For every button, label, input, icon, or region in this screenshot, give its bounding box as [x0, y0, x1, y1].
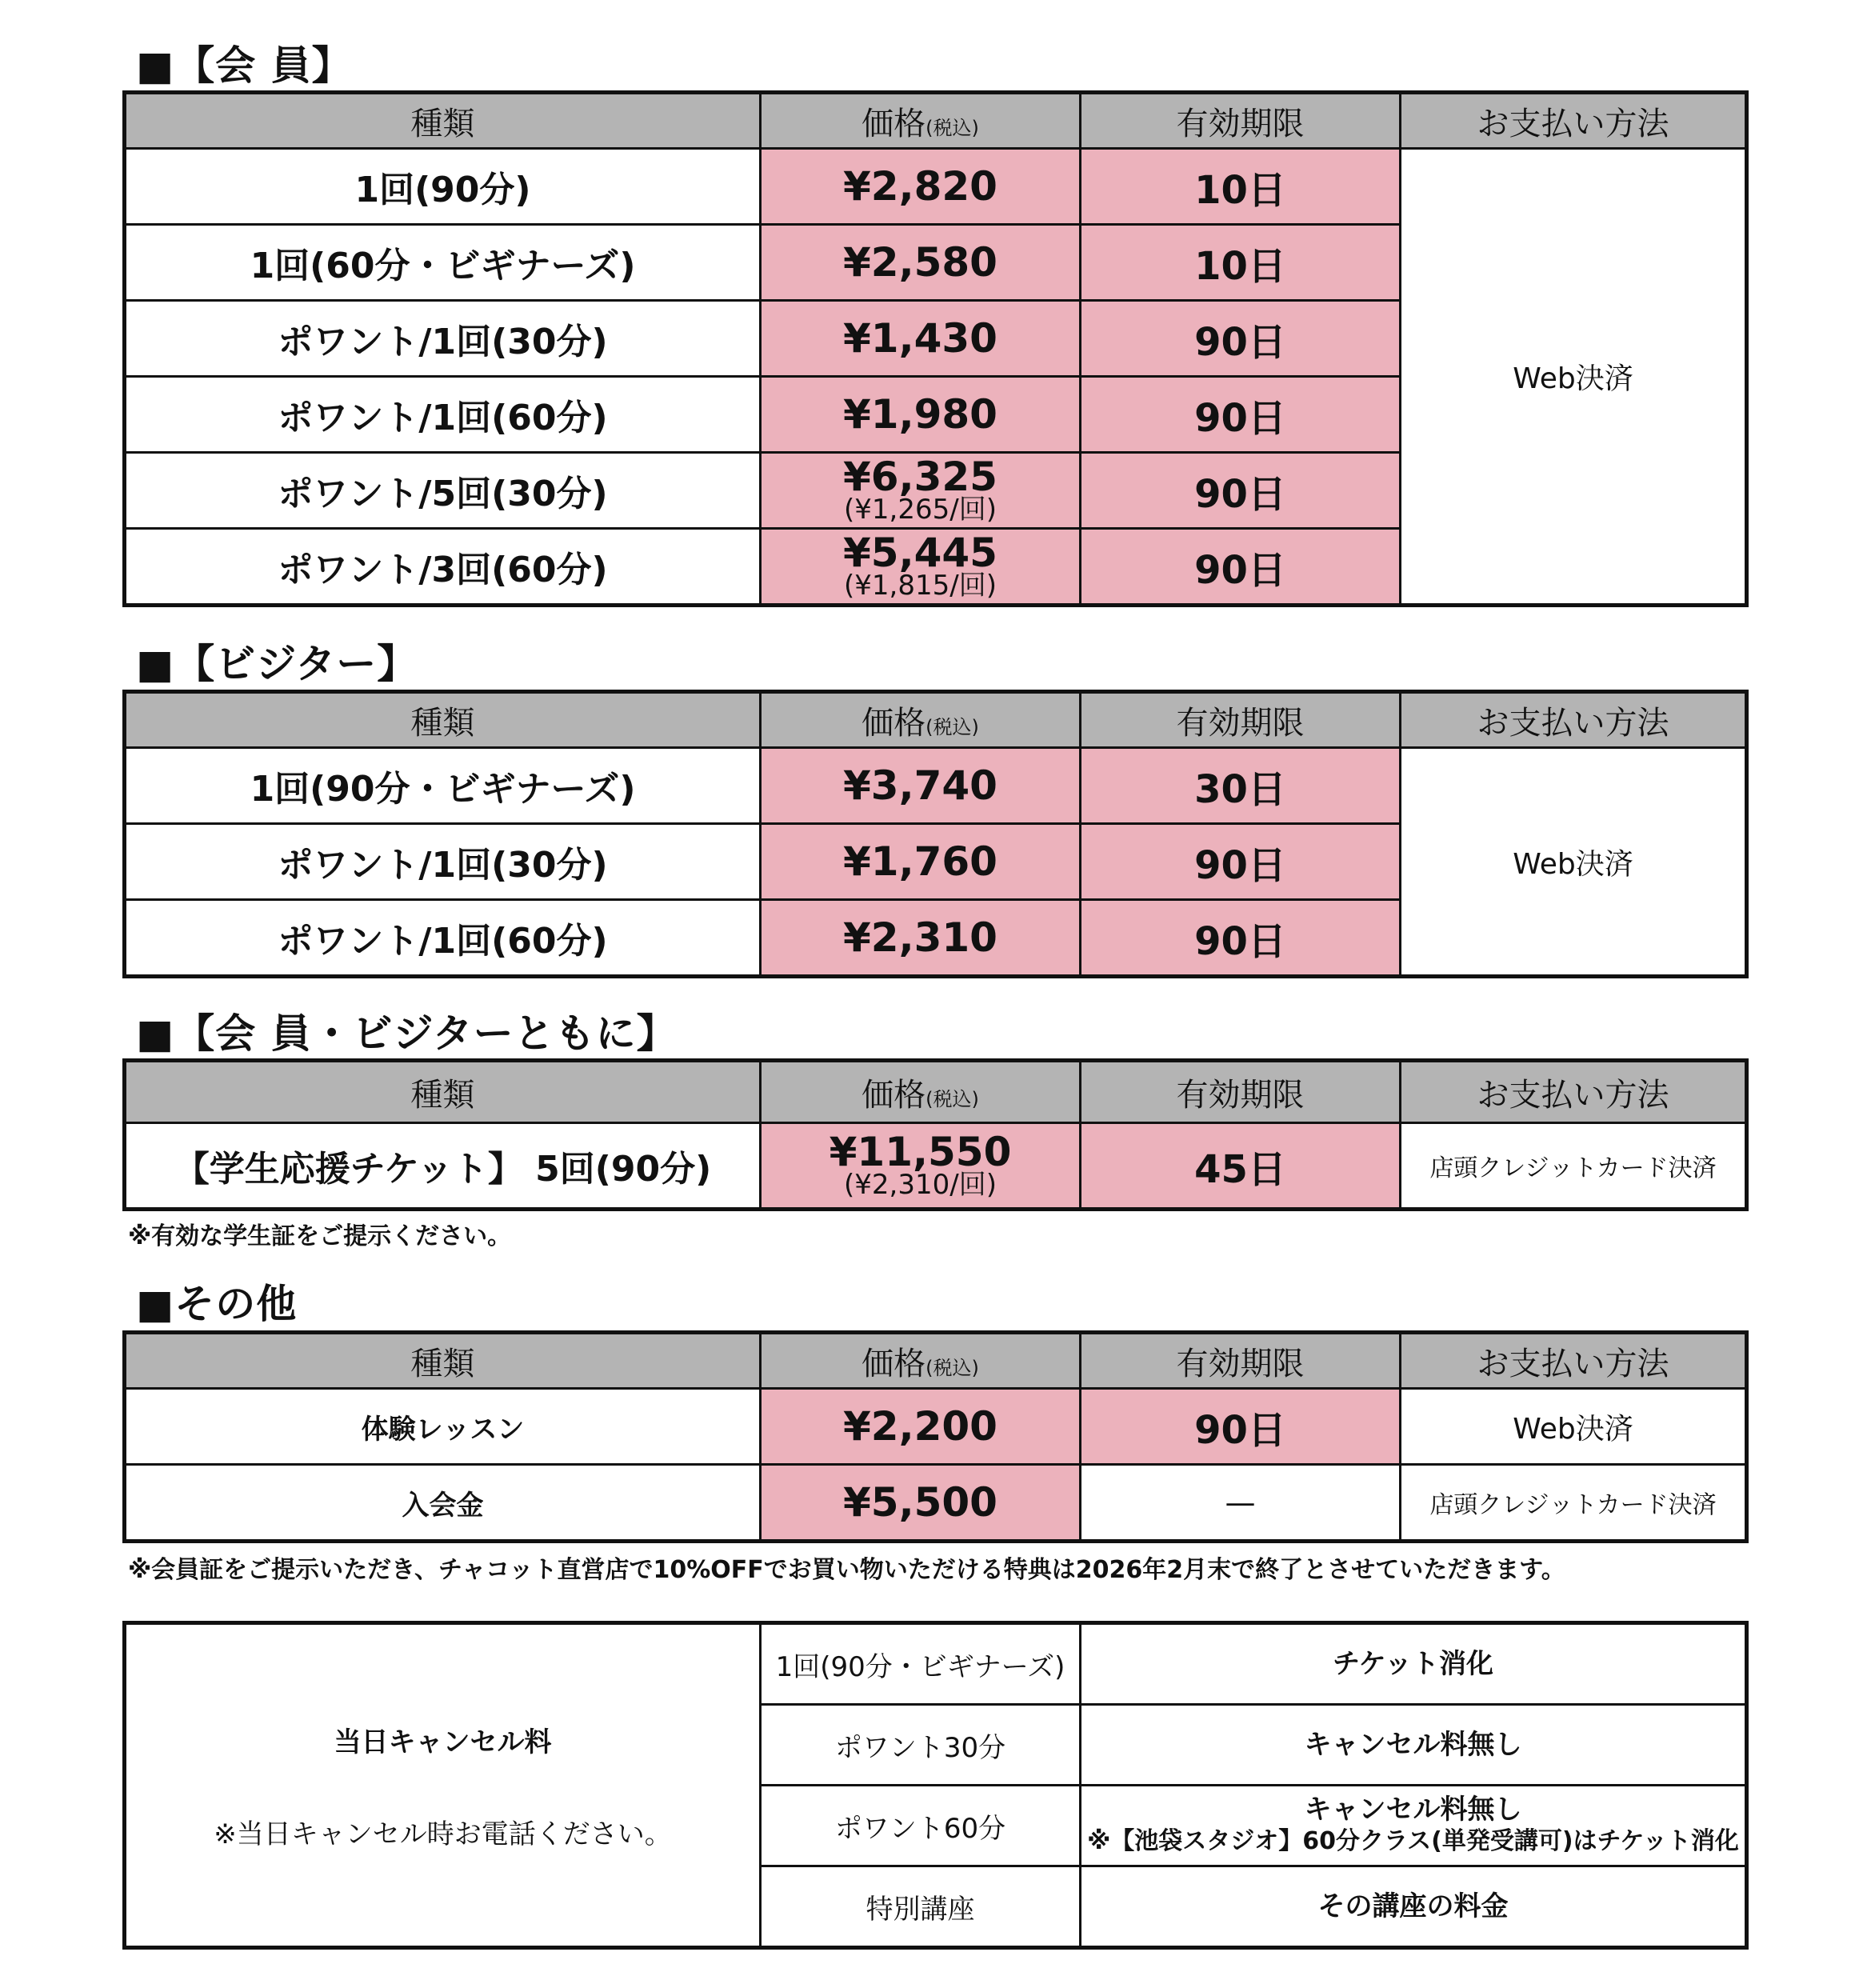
row-price: [761, 529, 1081, 606]
both-price-table: [122, 1058, 1749, 1211]
header-price: [761, 93, 1081, 149]
header-price-label: 価格: [862, 105, 926, 142]
header-price-label: 価格: [862, 704, 926, 742]
price-value: ¥11,550: [829, 1129, 1012, 1175]
row-type: ポワント/3回(60分): [125, 529, 761, 606]
header-type: 種類: [125, 1333, 761, 1389]
row-price: [761, 1465, 1081, 1542]
student-note: ※有効な学生証をご提示ください。: [128, 1222, 512, 1250]
cancel-class: 1回(90分・ビギナーズ): [761, 1623, 1081, 1705]
row-expiry: 90日: [1081, 377, 1401, 453]
header-expiry: 有効期限: [1081, 1061, 1401, 1123]
price-value: ¥1,430: [843, 315, 997, 362]
row-expiry: 45日: [1081, 1123, 1401, 1210]
benefit-end-note: ※会員証をご提示いただき、チャコット直営店で10%OFFでお買い物いただける特典は2026年2月末で終了とさせていただきます。: [128, 1556, 1565, 1584]
row-expiry: 90日: [1081, 301, 1401, 377]
row-price: [761, 1389, 1081, 1465]
row-type: ポワント/1回(30分): [125, 824, 761, 900]
header-payment: お支払い方法: [1401, 93, 1747, 149]
visitor-section-title: ■【ビジター】: [136, 641, 418, 687]
row-type: ポワント/1回(60分): [125, 900, 761, 977]
header-expiry: 有効期限: [1081, 692, 1401, 748]
table-header-row: [125, 93, 1747, 149]
row-type: ポワント/5回(30分): [125, 453, 761, 529]
header-payment: お支払い方法: [1401, 1333, 1747, 1389]
header-price-tax: (税込): [926, 1356, 979, 1379]
row-expiry: —: [1081, 1465, 1401, 1542]
table-header-row: [125, 1061, 1747, 1123]
header-price-label: 価格: [862, 1345, 926, 1382]
row-price: [761, 301, 1081, 377]
header-type: 種類: [125, 692, 761, 748]
price-value: ¥5,445: [843, 530, 997, 576]
cancel-phone-note: ※当日キャンセル時お電話ください。: [214, 1818, 672, 1850]
header-price-label: 価格: [862, 1076, 926, 1114]
table-row: [125, 149, 1747, 225]
row-expiry: 10日: [1081, 225, 1401, 301]
cancel-label-cell: [125, 1623, 761, 1948]
row-payment: Web決済: [1401, 1389, 1747, 1465]
cancel-result-text: キャンセル料無し: [1304, 1729, 1522, 1761]
header-payment: お支払い方法: [1401, 692, 1747, 748]
visitor-price-table: [122, 690, 1749, 978]
price-value: ¥2,580: [843, 239, 997, 286]
cancel-result: [1081, 1623, 1747, 1705]
table-row: [125, 748, 1747, 824]
price-value: ¥1,760: [843, 838, 997, 885]
cancel-result: [1081, 1786, 1747, 1866]
row-payment: 店頭クレジットカード決済: [1401, 1123, 1747, 1210]
row-type: 1回(60分・ビギナーズ): [125, 225, 761, 301]
row-expiry: 90日: [1081, 900, 1401, 977]
row-expiry: 90日: [1081, 1389, 1401, 1465]
cancel-result: [1081, 1705, 1747, 1786]
price-per-session: (¥1,815/回): [844, 570, 997, 602]
cancel-label: 当日キャンセル料: [334, 1726, 552, 1758]
row-type: 入会金: [125, 1465, 761, 1542]
row-type: ポワント/1回(30分): [125, 301, 761, 377]
table-row: [125, 1123, 1747, 1210]
price-per-session: (¥1,265/回): [844, 494, 997, 526]
header-price: [761, 692, 1081, 748]
cancel-result-text: キャンセル料無し: [1304, 1794, 1522, 1826]
member-section-title: ■【会 員】: [136, 42, 353, 89]
row-expiry: 90日: [1081, 529, 1401, 606]
cancel-class: ポワント60分: [761, 1786, 1081, 1866]
header-price-tax: (税込): [926, 715, 979, 738]
cancel-fee-table: [122, 1621, 1749, 1950]
cancel-result-text: その講座の料金: [1317, 1890, 1509, 1922]
row-type: 1回(90分・ビギナーズ): [125, 748, 761, 824]
row-type: 1回(90分): [125, 149, 761, 225]
row-expiry: 10日: [1081, 149, 1401, 225]
price-value: ¥2,200: [843, 1403, 997, 1450]
other-price-table: [122, 1330, 1749, 1543]
member-price-table: [122, 90, 1749, 607]
row-price: [761, 748, 1081, 824]
price-value: ¥5,500: [843, 1479, 997, 1526]
header-type: 種類: [125, 1061, 761, 1123]
both-section-title: ■【会 員・ビジターともに】: [136, 1010, 678, 1057]
price-value: ¥6,325: [843, 454, 997, 500]
price-value: ¥2,310: [843, 914, 997, 961]
row-expiry: 30日: [1081, 748, 1401, 824]
price-value: ¥1,980: [843, 391, 997, 438]
row-price: [761, 824, 1081, 900]
row-price: [761, 149, 1081, 225]
row-type: 【学生応援チケット】 5回(90分): [125, 1123, 761, 1210]
header-type: 種類: [125, 93, 761, 149]
header-price-tax: (税込): [926, 116, 979, 139]
row-price: [761, 377, 1081, 453]
visitor-payment: Web決済: [1401, 748, 1747, 977]
row-price: [761, 225, 1081, 301]
row-price: [761, 1123, 1081, 1210]
table-header-row: [125, 1333, 1747, 1389]
price-per-session: (¥2,310/回): [844, 1169, 997, 1201]
member-payment: Web決済: [1401, 149, 1747, 606]
cancel-result-text: チケット消化: [1333, 1648, 1493, 1680]
header-expiry: 有効期限: [1081, 93, 1401, 149]
row-price: [761, 900, 1081, 977]
other-section-title: ■その他: [136, 1281, 298, 1327]
row-type: ポワント/1回(60分): [125, 377, 761, 453]
row-type: 体験レッスン: [125, 1389, 761, 1465]
cancel-class: ポワント30分: [761, 1705, 1081, 1786]
row-payment: 店頭クレジットカード決済: [1401, 1465, 1747, 1542]
header-payment: お支払い方法: [1401, 1061, 1747, 1123]
row-expiry: 90日: [1081, 824, 1401, 900]
row-price: [761, 453, 1081, 529]
table-row: [125, 1389, 1747, 1465]
header-price: [761, 1061, 1081, 1123]
price-value: ¥2,820: [843, 163, 997, 210]
header-expiry: 有効期限: [1081, 1333, 1401, 1389]
header-price-tax: (税込): [926, 1087, 979, 1110]
table-header-row: [125, 692, 1747, 748]
cancel-class: 特別講座: [761, 1866, 1081, 1948]
table-row: [125, 1623, 1747, 1705]
cancel-result: [1081, 1866, 1747, 1948]
cancel-result-sub: ※【池袋スタジオ】60分クラス(単発受講可)はチケット消化: [1087, 1827, 1739, 1855]
price-value: ¥3,740: [843, 762, 997, 809]
header-price: [761, 1333, 1081, 1389]
row-expiry: 90日: [1081, 453, 1401, 529]
table-row: [125, 1465, 1747, 1542]
